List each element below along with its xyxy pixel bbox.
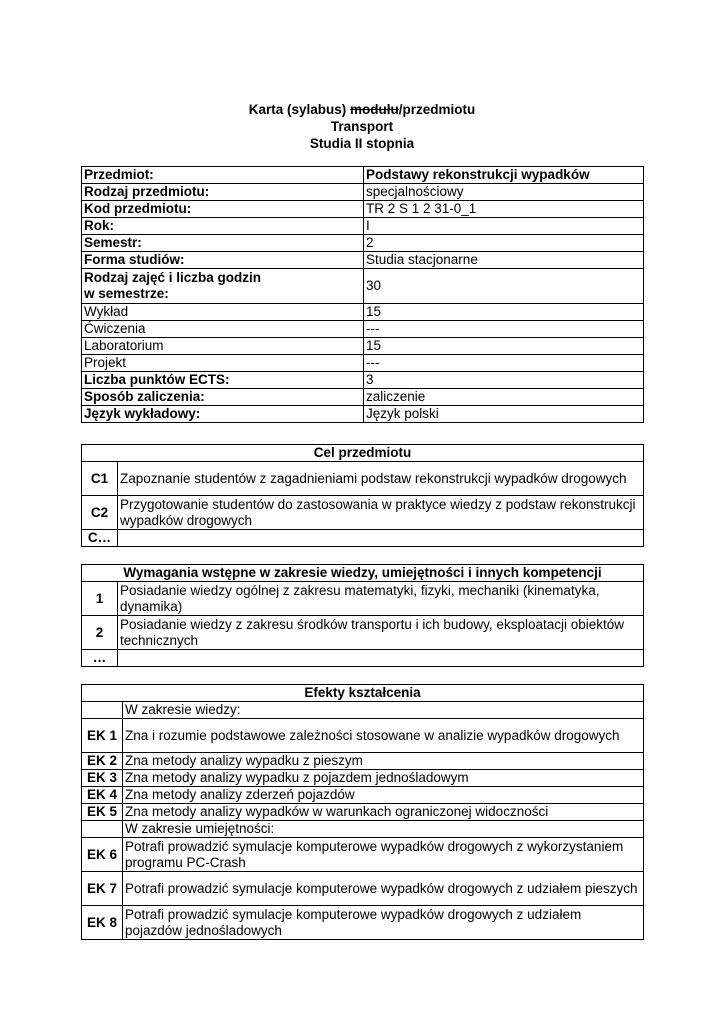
info-value: 15 xyxy=(364,338,644,355)
goal-id: C2 xyxy=(82,496,118,530)
outcome-row xyxy=(82,804,644,821)
info-row xyxy=(82,269,644,304)
subsection-label: W zakresie umiejętności: xyxy=(123,821,644,838)
prerequisite-row xyxy=(82,582,644,616)
prerequisite-id: 2 xyxy=(82,616,118,650)
info-row xyxy=(82,252,644,269)
info-label: Rodzaj przedmiotu: xyxy=(82,184,364,201)
info-value: --- xyxy=(364,321,644,338)
info-value: zaliczenie xyxy=(364,389,644,406)
info-value: TR 2 S 1 2 31-0_1 xyxy=(364,201,644,218)
info-row xyxy=(82,389,644,406)
outcome-row xyxy=(82,719,644,753)
info-row xyxy=(82,406,644,423)
goal-row xyxy=(82,530,644,547)
outcome-text: Zna metody analizy wypadku z pieszym xyxy=(123,753,644,770)
info-row xyxy=(82,355,644,372)
title-prefix: Karta (sylabus) xyxy=(248,102,351,117)
info-label: Semestr: xyxy=(82,235,364,252)
info-value: Podstawy rekonstrukcji wypadków xyxy=(364,167,644,184)
prerequisite-id: 1 xyxy=(82,582,118,616)
goal-row xyxy=(82,462,644,496)
info-value: I xyxy=(364,218,644,235)
info-label: Kod przedmiotu: xyxy=(82,201,364,218)
info-label xyxy=(82,269,364,304)
outcome-text: Zna metody analizy wypadków w warunkach ograniczonej widoczności xyxy=(123,804,644,821)
outcome-row xyxy=(82,872,644,906)
info-label: Język wykładowy: xyxy=(82,406,364,423)
outcome-id: EK 3 xyxy=(82,770,123,787)
info-row xyxy=(82,321,644,338)
info-row xyxy=(82,235,644,252)
outcome-row xyxy=(82,787,644,804)
info-row xyxy=(82,338,644,355)
goal-id: C… xyxy=(82,530,118,547)
info-value: 3 xyxy=(364,372,644,389)
outcome-row xyxy=(82,838,644,872)
learning-outcomes-table xyxy=(81,684,644,940)
outcome-text: Zna metody analizy zderzeń pojazdów xyxy=(123,787,644,804)
info-value: --- xyxy=(364,355,644,372)
outcome-id: EK 8 xyxy=(82,906,123,940)
title-strikethrough: modułu xyxy=(350,102,399,117)
outcome-row xyxy=(82,753,644,770)
prerequisite-row xyxy=(82,650,644,667)
info-label: Forma studiów: xyxy=(82,252,364,269)
info-label-line: Rodzaj zajęć i liczba godzin xyxy=(84,270,262,285)
info-row xyxy=(82,184,644,201)
course-info-table xyxy=(81,166,644,423)
outcome-text: Potrafi prowadzić symulacje komputerowe wypadków drogowych z wykorzystaniem programu PC-Crash xyxy=(123,838,644,872)
prerequisite-row xyxy=(82,616,644,650)
outcome-row xyxy=(82,770,644,787)
info-value: 30 xyxy=(364,269,644,304)
outcome-text: Zna i rozumie podstawowe zależności stosowane w analizie wypadków drogowych xyxy=(123,719,644,753)
prerequisite-text: Posiadanie wiedzy ogólnej z zakresu matematyki, fizyki, mechaniki (kinematyka, dynamika) xyxy=(118,582,644,616)
outcome-text: Potrafi prowadzić symulacje komputerowe wypadków drogowych z udziałem pieszych xyxy=(123,872,644,906)
outcome-id: EK 6 xyxy=(82,838,123,872)
document-title xyxy=(0,101,724,118)
course-goals-table xyxy=(81,444,644,547)
info-label-line: w semestrze: xyxy=(84,286,169,301)
info-label: Laboratorium xyxy=(82,338,364,355)
goal-row xyxy=(82,496,644,530)
outcome-row xyxy=(82,906,644,940)
prerequisites-table xyxy=(81,564,644,667)
info-row xyxy=(82,218,644,235)
prerequisite-text xyxy=(118,650,644,667)
info-value: 2 xyxy=(364,235,644,252)
info-row xyxy=(82,201,644,218)
outcome-text: Potrafi prowadzić symulacje komputerowe wypadków drogowych z udziałem pojazdów jednośladowych xyxy=(123,906,644,940)
info-value: 15 xyxy=(364,304,644,321)
goal-id: C1 xyxy=(82,462,118,496)
goal-text xyxy=(118,530,644,547)
subsection-label: W zakresie wiedzy: xyxy=(123,702,644,719)
info-label: Ćwiczenia xyxy=(82,321,364,338)
title-suffix: /przedmiotu xyxy=(398,102,476,117)
prerequisite-text: Posiadanie wiedzy z zakresu środków transportu i ich budowy, eksploatacji obiektów technicznych xyxy=(118,616,644,650)
info-label: Wykład xyxy=(82,304,364,321)
info-label: Sposób zaliczenia: xyxy=(82,389,364,406)
field-of-study: Transport xyxy=(330,119,394,134)
outcome-id: EK 4 xyxy=(82,787,123,804)
outcome-id: EK 1 xyxy=(82,719,123,753)
goal-text: Zapoznanie studentów z zagadnieniami podstaw rekonstrukcji wypadków drogowych xyxy=(118,462,644,496)
info-label: Przedmiot: xyxy=(82,167,364,184)
outcome-id: EK 2 xyxy=(82,753,123,770)
prerequisite-id: … xyxy=(82,650,118,667)
info-label: Projekt xyxy=(82,355,364,372)
section-title: Efekty kształcenia xyxy=(82,685,644,702)
goal-text: Przygotowanie studentów do zastosowania w praktyce wiedzy z podstaw rekonstrukcji wypadków drogowych xyxy=(118,496,644,530)
outcome-id: EK 5 xyxy=(82,804,123,821)
info-label: Rok: xyxy=(82,218,364,235)
section-title: Wymagania wstępne w zakresie wiedzy, umiejętności i innych kompetencji xyxy=(82,565,644,582)
info-value: specjalnościowy xyxy=(364,184,644,201)
info-row xyxy=(82,167,644,184)
info-label: Liczba punktów ECTS: xyxy=(82,372,364,389)
info-row xyxy=(82,304,644,321)
outcome-text: Zna metody analizy wypadku z pojazdem jednośladowym xyxy=(123,770,644,787)
info-value: Studia stacjonarne xyxy=(364,252,644,269)
outcome-id: EK 7 xyxy=(82,872,123,906)
section-title: Cel przedmiotu xyxy=(82,445,644,462)
info-value: Język polski xyxy=(364,406,644,423)
info-row xyxy=(82,372,644,389)
study-level: Studia II stopnia xyxy=(309,136,415,151)
